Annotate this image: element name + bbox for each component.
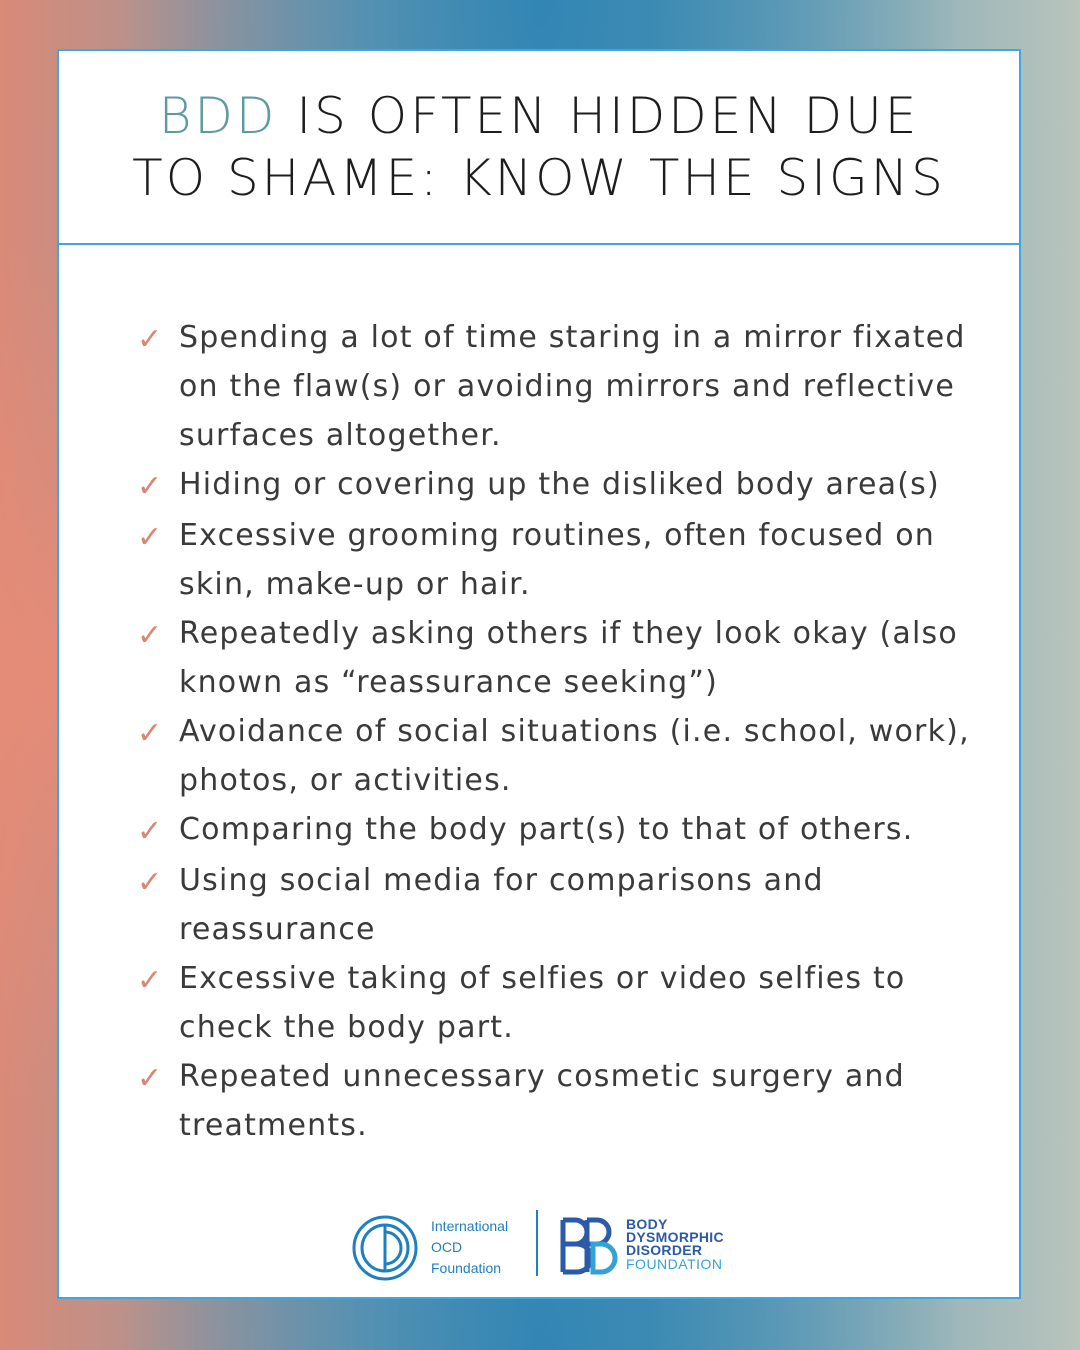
check-icon: ✓ xyxy=(137,322,163,357)
bdd-line1: BODY xyxy=(626,1216,668,1232)
sign-text: Hiding or covering up the disliked body area(s) xyxy=(179,467,940,502)
logo-divider xyxy=(536,1210,538,1276)
sign-text: Comparing the body part(s) to that of others. xyxy=(179,812,914,847)
sign-text: Repeated unnecessary cosmetic surgery and treatments. xyxy=(179,1059,905,1143)
list-item xyxy=(137,707,977,805)
signs-list xyxy=(137,313,977,1150)
check-icon: ✓ xyxy=(137,469,163,504)
check-icon: ✓ xyxy=(137,865,163,900)
sign-text: Repeatedly asking others if they look okay (also known as “reassurance seeking”) xyxy=(179,616,958,700)
ocd-foundation-name xyxy=(431,1216,508,1279)
info-card xyxy=(57,49,1021,1299)
footer-logos xyxy=(59,1206,1019,1286)
check-icon: ✓ xyxy=(137,814,163,849)
bdd-foundation-logo-icon xyxy=(557,1216,621,1276)
check-icon: ✓ xyxy=(137,963,163,998)
list-item xyxy=(137,856,977,954)
ocd-line1: International xyxy=(431,1218,509,1234)
sign-text: Excessive taking of selfies or video selfies to check the body part. xyxy=(179,961,906,1045)
list-item xyxy=(137,1052,977,1150)
ocd-foundation-logo-icon xyxy=(351,1214,419,1282)
check-icon: ✓ xyxy=(137,716,163,751)
title-line2: TO SHAME: KNOW THE SIGNS xyxy=(132,149,946,207)
list-item xyxy=(137,460,977,511)
list-item xyxy=(137,609,977,707)
title-accent: BDD xyxy=(158,87,278,145)
bdd-line2: DYSMORPHIC xyxy=(626,1229,724,1245)
title-line1-rest: IS OFTEN HIDDEN DUE xyxy=(277,87,920,145)
ocd-line3: Foundation xyxy=(431,1260,502,1276)
check-icon: ✓ xyxy=(137,1061,163,1096)
sign-text: Avoidance of social situations (i.e. school, work), photos, or activities. xyxy=(179,714,970,798)
bdd-line3: DISORDER xyxy=(626,1242,703,1258)
ocd-line2: OCD xyxy=(431,1239,463,1255)
sign-text: Excessive grooming routines, often focused on skin, make-up or hair. xyxy=(179,518,935,602)
list-item xyxy=(137,954,977,1052)
check-icon: ✓ xyxy=(137,618,163,653)
list-item xyxy=(137,313,977,460)
sign-text: Spending a lot of time staring in a mirror fixated on the flaw(s) or avoiding mirrors and reflective surfaces altogether. xyxy=(179,320,966,453)
title-header xyxy=(59,51,1019,245)
list-item xyxy=(137,511,977,609)
list-item xyxy=(137,805,977,856)
bdd-foundation-name xyxy=(626,1218,724,1271)
sign-text: Using social media for comparisons and reassurance xyxy=(179,863,824,947)
page-title xyxy=(132,85,946,209)
bdd-line4: FOUNDATION xyxy=(626,1256,723,1272)
check-icon: ✓ xyxy=(137,520,163,555)
